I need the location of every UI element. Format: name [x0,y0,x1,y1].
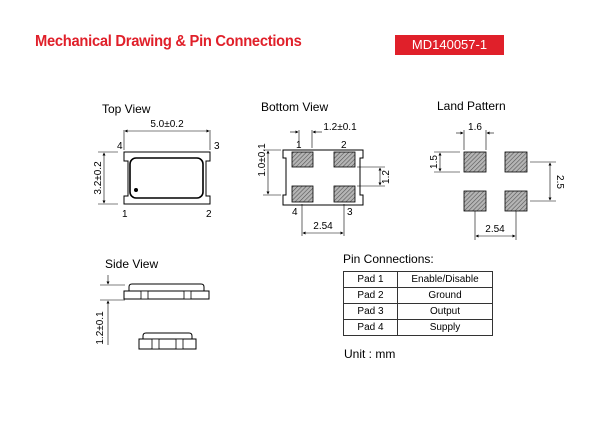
bottom-view [257,122,392,236]
side-view-end-lid [143,333,192,339]
land-pattern-view [429,122,565,240]
part-number-badge: MD140057-1 [395,35,504,55]
side-view-lid [129,284,204,291]
land-pad-2 [505,152,527,172]
land-pad-3 [505,191,527,211]
top-pin-3: 3 [214,141,220,152]
table-row [344,320,493,336]
bottom-pad-gap-dim: 1.2 [381,170,392,184]
land-pad-4 [464,191,486,211]
top-height-dim: 3.2±0.2 [93,161,104,195]
function-cell: Enable/Disable [398,272,493,288]
bottom-pad-1 [292,152,313,167]
bottom-pitch-dim: 2.54 [313,221,333,232]
side-view-title: Side View [105,257,159,271]
top-pin-4: 4 [117,141,123,152]
table-row [344,288,493,304]
pin-connections-table [343,271,493,336]
top-width-dim: 5.0±0.2 [150,119,184,130]
land-col-pitch-dim: 2.54 [485,224,505,235]
land-pad-width-dim: 1.6 [468,122,482,133]
top-view-title: Top View [102,102,151,116]
top-pin-2: 2 [206,209,212,220]
land-pattern-title: Land Pattern [437,99,506,113]
land-pad-1 [464,152,486,172]
function-cell: Supply [398,320,493,336]
pin-connections-title: Pin Connections: [343,252,434,266]
bottom-pad-4 [292,186,313,202]
unit-note: Unit : mm [344,347,396,361]
bottom-pad-2 [334,152,355,167]
bottom-view-title: Bottom View [261,100,329,114]
land-pad-height-dim: 1.5 [429,155,440,169]
side-height-dim: 1.2±0.1 [95,311,106,345]
top-view [93,119,220,220]
pad-cell: Pad 4 [344,320,398,336]
function-cell: Ground [398,288,493,304]
table-row [344,304,493,320]
table-row [344,272,493,288]
side-view [95,275,209,349]
pin1-marker-dot [134,188,138,192]
top-pin-1: 1 [122,209,128,220]
top-lid [130,158,203,198]
pad-cell: Pad 2 [344,288,398,304]
land-row-pitch-dim: 2.5 [554,175,565,189]
bottom-pad-3 [334,186,355,202]
bottom-pin-1: 1 [296,140,302,151]
side-view-base [124,291,209,299]
bottom-pin-3: 3 [347,207,353,218]
bottom-pad-height-dim: 1.0±0.1 [257,143,268,177]
bottom-pin-2: 2 [341,140,347,151]
function-cell: Output [398,304,493,320]
bottom-pad-width-dim: 1.2±0.1 [323,122,357,133]
pad-cell: Pad 3 [344,304,398,320]
pad-cell: Pad 1 [344,272,398,288]
side-view-end-base [139,339,196,349]
drawing-title: Mechanical Drawing & Pin Connections [35,33,302,50]
bottom-pin-4: 4 [292,207,298,218]
